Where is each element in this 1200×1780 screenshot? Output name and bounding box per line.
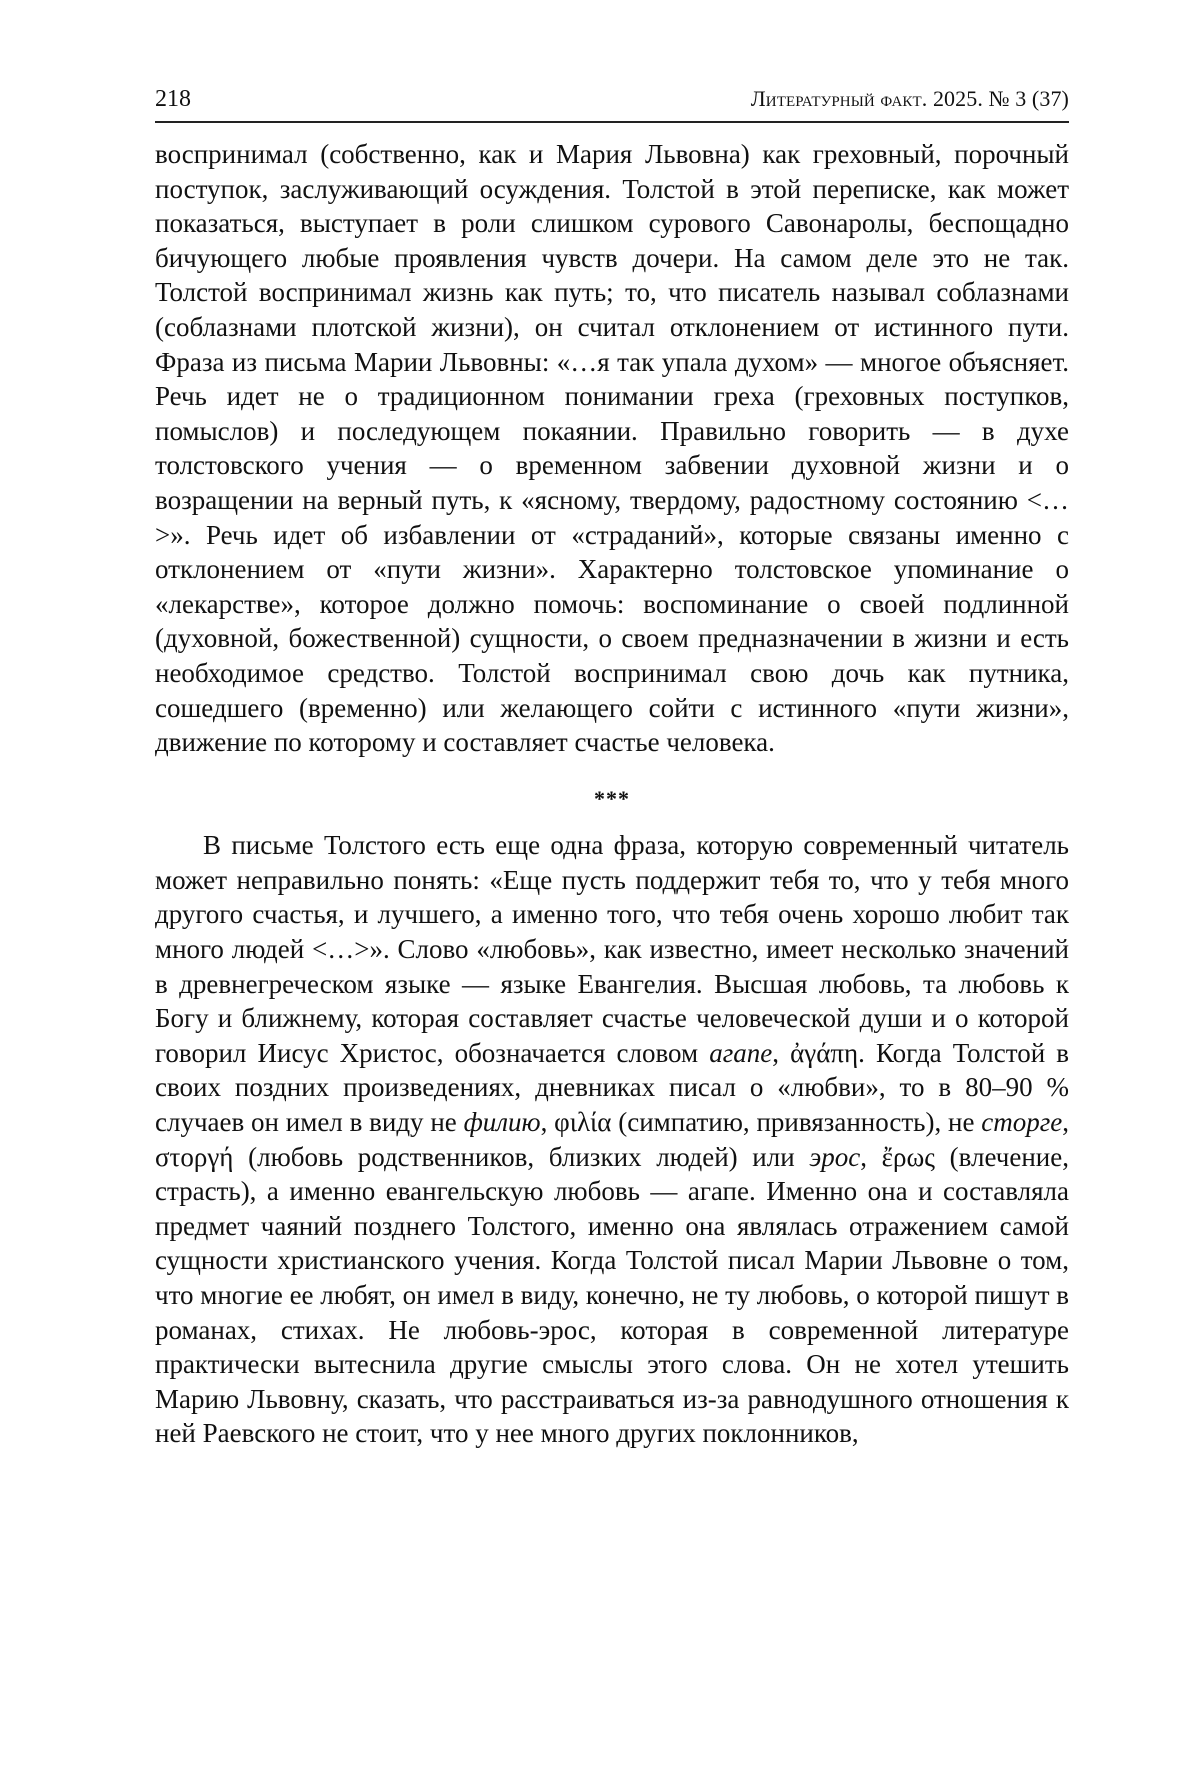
paragraph-2-part-5: , ἔρως (влечение, страсть), а именно евангельскую любовь — агапе. Именно она и составляла предмет чаяний позднего Толстого, именно она являлась отражением самой сущности христианского учения. Когда Толстой писал Марии Львовне о том, что многие ее любят, он имел в виду, конечно, не ту любовь, о которой пишут в романах, стихах. Не любовь-эрос, которая в современной литературе практически вытеснила другие смыслы этого слова. Он не хотел утешить Марию Львовну, сказать, что расстраиваться из-за равнодушного отношения к ней Раевского не стоит, что у нее много других поклонников, (155, 1141, 1069, 1449)
paragraph-2-part-4: , στοργή (любовь родственников, близких людей) или (155, 1107, 1069, 1172)
paragraph-2-part-2: , ἀγάπη. Когда Толстой в своих поздних произведениях, дневниках писал о «любви», то в 80–90 % случаев он имел в виду не (155, 1037, 1070, 1138)
term-agape: агапе (709, 1037, 773, 1068)
journal-title: Литературный факт. 2025. № 3 (37) (750, 86, 1069, 111)
page-number: 218 (155, 86, 191, 112)
paragraph-1: воспринимал (собственно, как и Мария Львовна) как греховный, порочный поступок, заслуживающий осуждения. Толстой в этой переписке, как может показаться, выступает в роли слишком сурового Савонаролы, беспощадно бичующего любые проявления чувств дочери. На самом деле это не так. Толстой воспринимал жизнь как путь; то, что писатель называл соблазнами (соблазнами плотской жизни), он считал отклонением от истинного пути. Фраза из письма Марии Львовны: «…я так упала духом» — многое объясняет. Речь идет не о традиционном понимании греха (греховных поступков, помыслов) и последующем покаянии. Правильно говорить — в духе толстовского учения — о временном забвении духовной жизни и о возращении на верный путь, к «ясному, твердому, радостному состоянию <…>». Речь идет об избавлении от «страданий», которые связаны именно с отклонением от «пути жизни». Характерно толстовское упоминание о «лекарстве», которое должно помочь: воспоминание о своей подлинной (духовной, божественной) сущности, о своем предназначении в жизни и есть необходимое средство. Толстой воспринимал свою дочь как путника, сошедшего (временно) или желающего сойти с истинного «пути жизни», движение по которому и составляет счастье человека. (155, 139, 1069, 758)
paragraph-2 (155, 828, 1069, 1451)
paragraph-2-part-1: В письме Толстого есть еще одна фраза, которую современный читатель может неправильно понять: «Еще пусть поддержит тебя то, что у тебя много другого счастья, и лучшего, а именно того, что тебя очень хорошо любит так много людей <…>». Слово «любовь», как известно, имеет несколько значений в древнегреческом языке — языке Евангелия. Высшая любовь, та любовь к Богу и ближнему, которая составляет счастье человеческой души и о которой говорил Иисус Христос, обозначается словом (155, 830, 1069, 1068)
article-body (155, 137, 1069, 1451)
term-eros: эрос (809, 1141, 861, 1172)
section-separator: *** (594, 785, 630, 811)
running-header (155, 86, 1069, 123)
article-page (155, 86, 1069, 1451)
term-storge: сторге (981, 1107, 1063, 1138)
term-philia: филию (463, 1107, 541, 1138)
paragraph-2-part-3: , φιλία (симпатию, привязанность), не (540, 1107, 982, 1138)
